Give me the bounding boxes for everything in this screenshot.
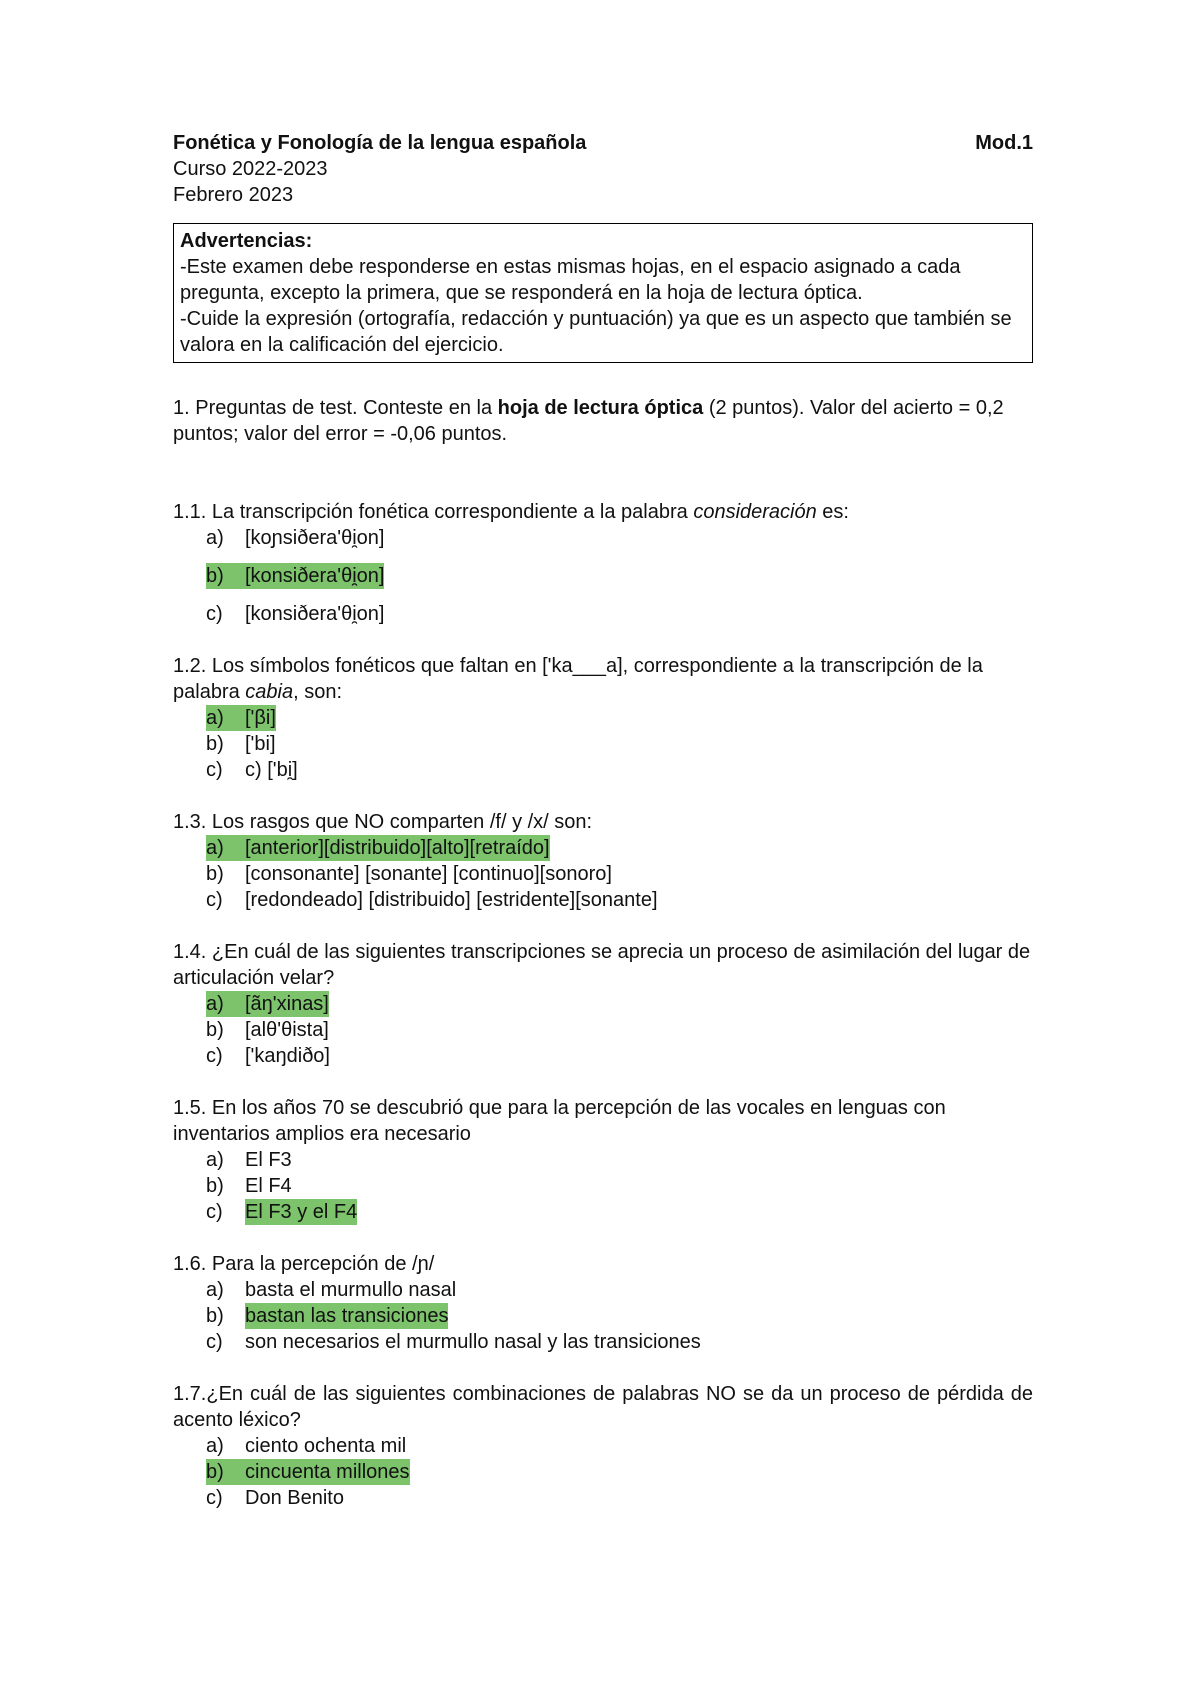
model-label: Mod.1 xyxy=(975,132,1033,154)
intro-text-pre: 1. Preguntas de test. Conteste en la xyxy=(173,397,498,419)
option-c[interactable] xyxy=(206,887,1033,913)
option-c[interactable] xyxy=(206,1485,1033,1511)
option-letter: b) xyxy=(206,733,224,755)
option-letter: c) xyxy=(206,1487,223,1509)
option-text-highlighted: bastan las transiciones xyxy=(245,1305,449,1327)
intro-text-bold: hoja de lectura óptica xyxy=(497,397,704,419)
option-letter: a) xyxy=(206,527,224,549)
option-text: cincuenta millones xyxy=(245,1461,410,1483)
option-text: ['bi] xyxy=(245,733,276,755)
option-c[interactable] xyxy=(206,757,1033,783)
question-1-1 xyxy=(173,499,1033,627)
warning-line-2: -Cuide la expresión (ortografía, redacción y puntuación) ya que es un aspecto que también se valora en la calificación del ejercicio. xyxy=(180,308,1012,356)
question-stem: 1.5. En los años 70 se descubrió que para la percepción de las vocales en lenguas con inventarios amplios era necesario xyxy=(173,1097,946,1145)
option-text: [redondeado] [distribuido] [estridente][sonante] xyxy=(245,889,658,911)
option-text: [alθ'θista] xyxy=(245,1019,329,1041)
exam-title: Fonética y Fonología de la lengua española xyxy=(173,132,587,154)
answer-highlight xyxy=(206,991,329,1017)
option-letter: c) xyxy=(206,603,223,625)
question-stem: 1.4. ¿En cuál de las siguientes transcripciones se aprecia un proceso de asimilación del lugar de articulación velar? xyxy=(173,941,1031,989)
stem-italic: cabia xyxy=(245,681,294,703)
question-stem xyxy=(173,653,1033,705)
option-text: El F4 xyxy=(245,1175,292,1197)
option-c[interactable] xyxy=(206,601,1033,627)
option-text: [konsiðera'θi̯on] xyxy=(245,565,385,587)
option-text: son necesarios el murmullo nasal y las transiciones xyxy=(245,1331,701,1353)
option-letter: c) xyxy=(206,1045,223,1067)
stem-italic: consideración xyxy=(693,501,817,523)
option-text: ['kaŋdiðo] xyxy=(245,1045,330,1067)
warnings-box xyxy=(173,223,1033,363)
option-text: Don Benito xyxy=(245,1487,344,1509)
answer-highlight xyxy=(206,705,276,731)
option-letter: c) xyxy=(206,1331,223,1353)
option-text: basta el murmullo nasal xyxy=(245,1279,457,1301)
date-line: Febrero 2023 xyxy=(173,184,294,206)
stem-text: 1.2. Los símbolos fonéticos que faltan en ['ka___a], correspondiente a la transcripción de la palabra xyxy=(173,655,983,703)
option-text: ['βi] xyxy=(245,707,276,729)
option-a[interactable] xyxy=(206,1277,1033,1303)
answer-highlight xyxy=(206,563,384,589)
option-letter: a) xyxy=(206,1435,224,1457)
option-letter: b) xyxy=(206,565,224,587)
question-1-4 xyxy=(173,939,1033,1069)
option-letter: b) xyxy=(206,863,224,885)
warnings-heading: Advertencias: xyxy=(180,230,313,252)
option-letter: a) xyxy=(206,993,224,1015)
option-b-correct[interactable] xyxy=(206,1459,1033,1485)
option-letter: c) xyxy=(206,889,223,911)
option-text: c) ['bi̯] xyxy=(245,759,298,781)
question-1-7 xyxy=(173,1381,1033,1511)
option-b[interactable] xyxy=(206,861,1033,887)
question-1-6 xyxy=(173,1251,1033,1355)
option-letter: b) xyxy=(206,1461,224,1483)
question-stem: 1.6. Para la percepción de /ɲ/ xyxy=(173,1253,435,1275)
option-a-correct[interactable] xyxy=(206,991,1033,1017)
option-text: [consonante] [sonante] [continuo][sonoro] xyxy=(245,863,612,885)
question-1-5 xyxy=(173,1095,1033,1225)
option-c[interactable] xyxy=(206,1329,1033,1355)
option-text: [ãŋ'xinas] xyxy=(245,993,329,1015)
question-stem: 1.3. Los rasgos que NO comparten /f/ y /x/ son: xyxy=(173,811,593,833)
option-letter: c) xyxy=(206,759,223,781)
exam-page xyxy=(173,130,1033,1511)
option-letter: a) xyxy=(206,1279,224,1301)
option-b[interactable] xyxy=(206,1173,1033,1199)
option-text: [koɲsiðera'θi̯on] xyxy=(245,527,385,549)
option-a-correct[interactable] xyxy=(206,835,1033,861)
option-letter: a) xyxy=(206,1149,224,1171)
answer-highlight xyxy=(206,1459,410,1485)
option-letter: b) xyxy=(206,1019,224,1041)
option-text: [anterior][distribuido][alto][retraído] xyxy=(245,837,550,859)
stem-text-end: es: xyxy=(816,501,849,523)
option-a[interactable] xyxy=(206,1147,1033,1173)
option-letter: a) xyxy=(206,837,224,859)
option-letter: b) xyxy=(206,1305,224,1327)
option-b[interactable] xyxy=(206,1017,1033,1043)
question-1-3 xyxy=(173,809,1033,913)
test-intro xyxy=(173,395,1033,447)
option-b-correct[interactable] xyxy=(206,1303,1033,1329)
option-a[interactable] xyxy=(206,525,1033,551)
option-letter: b) xyxy=(206,1175,224,1197)
option-c[interactable] xyxy=(206,1043,1033,1069)
answer-highlight xyxy=(206,835,550,861)
question-stem: 1.7.¿En cuál de las siguientes combinaciones de palabras NO se da un proceso de pérdida de acento léxico? xyxy=(173,1383,1033,1431)
option-a-correct[interactable] xyxy=(206,705,1033,731)
option-text: ciento ochenta mil xyxy=(245,1435,407,1457)
option-text: El F3 xyxy=(245,1149,292,1171)
warning-line-1: -Este examen debe responderse en estas mismas hojas, en el espacio asignado a cada pregunta, excepto la primera, que se responderá en la hoja de lectura óptica. xyxy=(180,256,961,304)
stem-text-end: , son: xyxy=(293,681,343,703)
question-1-2 xyxy=(173,653,1033,783)
option-b-correct[interactable] xyxy=(206,563,1033,589)
option-text: [konsiðera'θi̯on] xyxy=(245,603,385,625)
option-letter: c) xyxy=(206,1201,223,1223)
stem-text: 1.1. La transcripción fonética correspondiente a la palabra xyxy=(173,501,694,523)
course-line: Curso 2022-2023 xyxy=(173,158,328,180)
option-letter: a) xyxy=(206,707,224,729)
option-c-correct[interactable] xyxy=(206,1199,1033,1225)
header-row xyxy=(173,130,1033,156)
question-stem xyxy=(173,499,1033,525)
option-b[interactable] xyxy=(206,731,1033,757)
intro-text-post: (2 puntos). Valor del acierto = 0,2 puntos; valor del error = -0,06 puntos. xyxy=(173,397,1004,445)
option-a[interactable] xyxy=(206,1433,1033,1459)
option-text-highlighted: El F3 y el F4 xyxy=(245,1201,358,1223)
